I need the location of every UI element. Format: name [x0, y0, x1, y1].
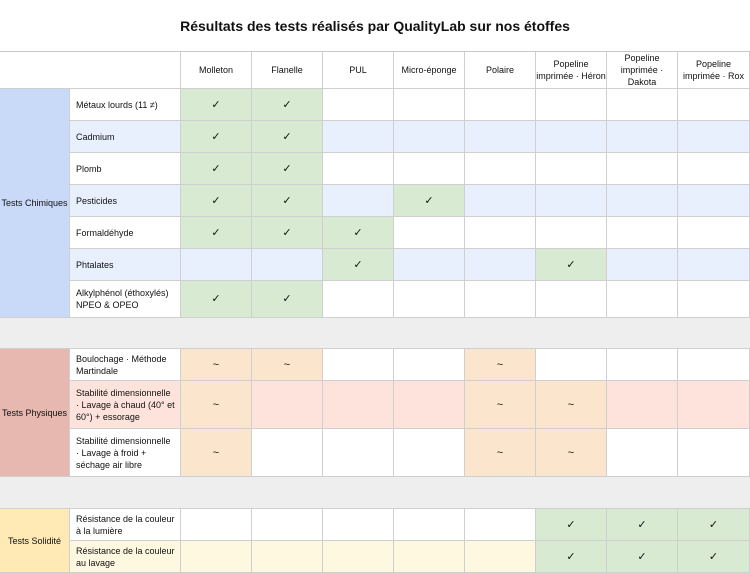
empty-cell — [607, 153, 678, 185]
group-label: Tests Physiques — [0, 349, 70, 477]
empty-cell — [536, 153, 607, 185]
group-label: Tests Solidité — [0, 509, 70, 573]
empty-cell — [252, 429, 323, 477]
empty-cell — [181, 509, 252, 541]
empty-cell — [252, 509, 323, 541]
check-mark: ✓ — [252, 153, 323, 185]
empty-cell — [252, 541, 323, 573]
empty-cell — [678, 217, 750, 249]
column-header: Flanelle — [252, 52, 323, 89]
empty-cell — [678, 249, 750, 281]
empty-cell — [536, 185, 607, 217]
check-mark: ✓ — [678, 541, 750, 573]
empty-cell — [465, 89, 536, 121]
test-name: Boulochage · Méthode Martindale — [70, 349, 181, 381]
test-name: Métaux lourds (11 ≠) — [70, 89, 181, 121]
check-mark: ✓ — [536, 541, 607, 573]
check-mark: ✓ — [607, 509, 678, 541]
empty-cell — [678, 153, 750, 185]
empty-cell — [607, 121, 678, 153]
test-name: Stabilité dimensionnelle · Lavage à froid + séchage air libre — [70, 429, 181, 477]
empty-cell — [607, 217, 678, 249]
empty-cell — [465, 185, 536, 217]
test-name: Phtalates — [70, 249, 181, 281]
tilde-mark: ~ — [536, 381, 607, 429]
table-title: Résultats des tests réalisés par QualityLab sur nos étoffes — [0, 0, 750, 52]
check-mark: ✓ — [607, 541, 678, 573]
empty-cell — [181, 541, 252, 573]
empty-cell — [323, 121, 394, 153]
tilde-mark: ~ — [181, 381, 252, 429]
group-separator — [0, 318, 750, 349]
empty-cell — [536, 281, 607, 318]
empty-cell — [465, 249, 536, 281]
empty-cell — [394, 121, 465, 153]
column-header: Molleton — [181, 52, 252, 89]
empty-cell — [678, 89, 750, 121]
empty-cell — [678, 281, 750, 318]
column-header: Popeline imprimée · Rox — [678, 52, 750, 89]
test-name: Plomb — [70, 153, 181, 185]
empty-cell — [323, 541, 394, 573]
empty-cell — [394, 429, 465, 477]
empty-cell — [394, 153, 465, 185]
empty-cell — [465, 281, 536, 318]
empty-cell — [394, 541, 465, 573]
empty-cell — [394, 249, 465, 281]
empty-cell — [394, 381, 465, 429]
empty-cell — [394, 349, 465, 381]
empty-cell — [323, 89, 394, 121]
tilde-mark: ~ — [181, 429, 252, 477]
column-header: Popeline imprimée · Héron — [536, 52, 607, 89]
test-name: Résistance de la couleur à la lumière — [70, 509, 181, 541]
check-mark: ✓ — [536, 509, 607, 541]
check-mark: ✓ — [252, 121, 323, 153]
column-header: Popeline imprimée · Dakota — [607, 52, 678, 89]
tilde-mark: ~ — [465, 381, 536, 429]
empty-cell — [607, 349, 678, 381]
empty-cell — [394, 281, 465, 318]
group-separator — [0, 477, 750, 509]
empty-cell — [607, 89, 678, 121]
empty-cell — [607, 249, 678, 281]
empty-cell — [181, 249, 252, 281]
empty-cell — [323, 429, 394, 477]
check-mark: ✓ — [252, 89, 323, 121]
empty-cell — [536, 121, 607, 153]
empty-cell — [536, 349, 607, 381]
empty-cell — [323, 185, 394, 217]
empty-cell — [536, 217, 607, 249]
empty-cell — [465, 541, 536, 573]
empty-cell — [465, 217, 536, 249]
check-mark: ✓ — [181, 281, 252, 318]
check-mark: ✓ — [678, 509, 750, 541]
check-mark: ✓ — [252, 185, 323, 217]
empty-cell — [394, 217, 465, 249]
empty-cell — [465, 509, 536, 541]
tilde-mark: ~ — [465, 429, 536, 477]
check-mark: ✓ — [323, 249, 394, 281]
group-label: Tests Chimiques — [0, 89, 70, 318]
empty-cell — [323, 153, 394, 185]
tilde-mark: ~ — [181, 349, 252, 381]
test-name: Résistance de la couleur au lavage — [70, 541, 181, 573]
check-mark: ✓ — [323, 217, 394, 249]
check-mark: ✓ — [181, 121, 252, 153]
check-mark: ✓ — [252, 217, 323, 249]
empty-cell — [465, 153, 536, 185]
check-mark: ✓ — [181, 153, 252, 185]
test-name: Cadmium — [70, 121, 181, 153]
test-name: Alkylphénol (éthoxylés) NPEO & OPEO — [70, 281, 181, 318]
check-mark: ✓ — [181, 217, 252, 249]
check-mark: ✓ — [252, 281, 323, 318]
empty-cell — [678, 429, 750, 477]
empty-cell — [607, 429, 678, 477]
check-mark: ✓ — [536, 249, 607, 281]
tilde-mark: ~ — [252, 349, 323, 381]
empty-cell — [607, 381, 678, 429]
empty-cell — [607, 185, 678, 217]
empty-cell — [607, 281, 678, 318]
check-mark: ✓ — [181, 89, 252, 121]
empty-cell — [394, 509, 465, 541]
empty-cell — [323, 349, 394, 381]
empty-cell — [323, 509, 394, 541]
tilde-mark: ~ — [536, 429, 607, 477]
empty-cell — [323, 381, 394, 429]
empty-cell — [394, 89, 465, 121]
column-header: Polaire — [465, 52, 536, 89]
empty-cell — [323, 281, 394, 318]
empty-cell — [465, 121, 536, 153]
empty-cell — [678, 349, 750, 381]
empty-cell — [678, 381, 750, 429]
empty-cell — [252, 381, 323, 429]
column-header: Micro-éponge — [394, 52, 465, 89]
test-name: Pesticides — [70, 185, 181, 217]
test-name: Stabilité dimensionnelle · Lavage à chaud (40° et 60°) + essorage — [70, 381, 181, 429]
empty-cell — [536, 89, 607, 121]
check-mark: ✓ — [394, 185, 465, 217]
column-header: PUL — [323, 52, 394, 89]
check-mark: ✓ — [181, 185, 252, 217]
test-name: Formaldéhyde — [70, 217, 181, 249]
header-corner — [0, 52, 181, 89]
empty-cell — [678, 121, 750, 153]
empty-cell — [252, 249, 323, 281]
tilde-mark: ~ — [465, 349, 536, 381]
empty-cell — [678, 185, 750, 217]
